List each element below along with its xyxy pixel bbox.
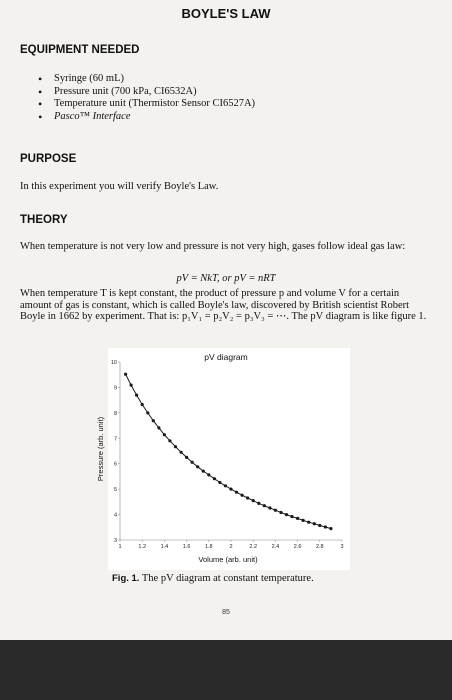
- y-tick-label: 8: [113, 410, 117, 417]
- data-point: [213, 477, 216, 480]
- data-point: [318, 524, 321, 527]
- data-point: [229, 488, 232, 491]
- chart-title: pV diagram: [204, 352, 248, 362]
- data-point: [207, 473, 210, 476]
- data-point: [263, 504, 266, 507]
- background-strip: [0, 640, 452, 700]
- list-item: • Pasco™ Interface: [38, 111, 255, 124]
- data-point: [307, 521, 310, 524]
- y-tick-label: 6: [113, 461, 117, 468]
- x-tick-label: 1: [118, 544, 122, 550]
- data-point: [185, 456, 188, 459]
- y-tick-label: 3: [113, 538, 117, 544]
- data-point: [268, 506, 271, 509]
- data-point: [130, 384, 133, 387]
- list-item: • Pressure unit (700 kPa, CI6532A): [38, 86, 255, 99]
- data-point: [124, 373, 127, 376]
- equipment-list: [38, 73, 255, 123]
- x-tick-label: 1.2: [138, 544, 147, 550]
- data-point: [302, 519, 305, 522]
- figure-caption: [112, 573, 314, 584]
- data-point: [202, 470, 205, 473]
- data-point: [224, 484, 227, 487]
- purpose-heading: PURPOSE: [20, 153, 77, 165]
- x-tick-label: 2: [229, 544, 233, 550]
- caption-label: Fig. 1.: [112, 573, 140, 584]
- x-tick-label: 3: [340, 544, 344, 550]
- purpose-text: In this experiment you will verify Boyle's Law.: [20, 181, 219, 192]
- data-point: [174, 445, 177, 448]
- data-point: [157, 426, 160, 429]
- pv-diagram-chart: [90, 348, 352, 570]
- chart-background: [108, 348, 350, 570]
- data-point: [196, 465, 199, 468]
- data-point: [235, 491, 238, 494]
- caption-text: The pV diagram at constant temperature.: [141, 573, 314, 584]
- y-tick-label: 9: [113, 385, 117, 392]
- y-axis-label: Pressure (arb. unit): [96, 416, 105, 482]
- x-tick-label: 1.4: [160, 544, 169, 550]
- y-tick-label: 10: [110, 360, 117, 366]
- page-number: 85: [222, 609, 230, 616]
- data-point: [152, 419, 155, 422]
- data-point: [218, 481, 221, 484]
- ideal-gas-equation: pV = NkT, or pV = nRT: [176, 273, 276, 284]
- x-tick-label: 1.8: [204, 544, 213, 550]
- data-point: [135, 394, 138, 397]
- x-tick-label: 2.4: [271, 544, 280, 550]
- page-title: BOYLE'S LAW: [181, 6, 271, 21]
- data-point: [180, 451, 183, 454]
- x-tick-label: 1.6: [182, 544, 191, 550]
- data-point: [274, 509, 277, 512]
- x-tick-label: 2.6: [293, 544, 302, 550]
- list-item: • Syringe (60 mL): [38, 73, 255, 86]
- list-item: • Temperature unit (Thermistor Sensor CI6527A): [38, 98, 255, 111]
- x-axis-label: Volume (arb. unit): [198, 555, 258, 564]
- data-point: [296, 517, 299, 520]
- data-point: [257, 502, 260, 505]
- data-point: [313, 522, 316, 525]
- data-point: [168, 439, 171, 442]
- theory-text: When temperature T is kept constant, the product of pressure p and volume V for a certain amount of gas is constant, which is called Boyle's law, discovered by British scientist Robert Boyle in 1662 by experiment. That is: p₁V₁ = p₂V₂ = p₃V₃ = ⋯. The pV diagram is like figure 1.: [20, 288, 427, 322]
- data-point: [329, 527, 332, 530]
- data-point: [290, 515, 293, 518]
- data-point: [191, 461, 194, 464]
- data-point: [252, 499, 255, 502]
- x-tick-label: 2.8: [315, 544, 324, 550]
- y-tick-label: 4: [113, 512, 117, 519]
- y-tick-label: 5: [113, 487, 117, 494]
- equipment-heading: EQUIPMENT NEEDED: [20, 44, 140, 56]
- data-point: [146, 411, 149, 414]
- data-point: [241, 494, 244, 497]
- x-tick-label: 2.2: [249, 544, 258, 550]
- theory-heading: THEORY: [20, 214, 68, 226]
- data-point: [141, 403, 144, 406]
- theory-intro: When temperature is not very low and pressure is not very high, gases follow ideal gas law:: [20, 241, 406, 252]
- data-point: [279, 511, 282, 514]
- data-point: [163, 433, 166, 436]
- y-tick-label: 7: [113, 436, 117, 443]
- data-point: [285, 513, 288, 516]
- data-point: [246, 496, 249, 499]
- data-point: [324, 525, 327, 528]
